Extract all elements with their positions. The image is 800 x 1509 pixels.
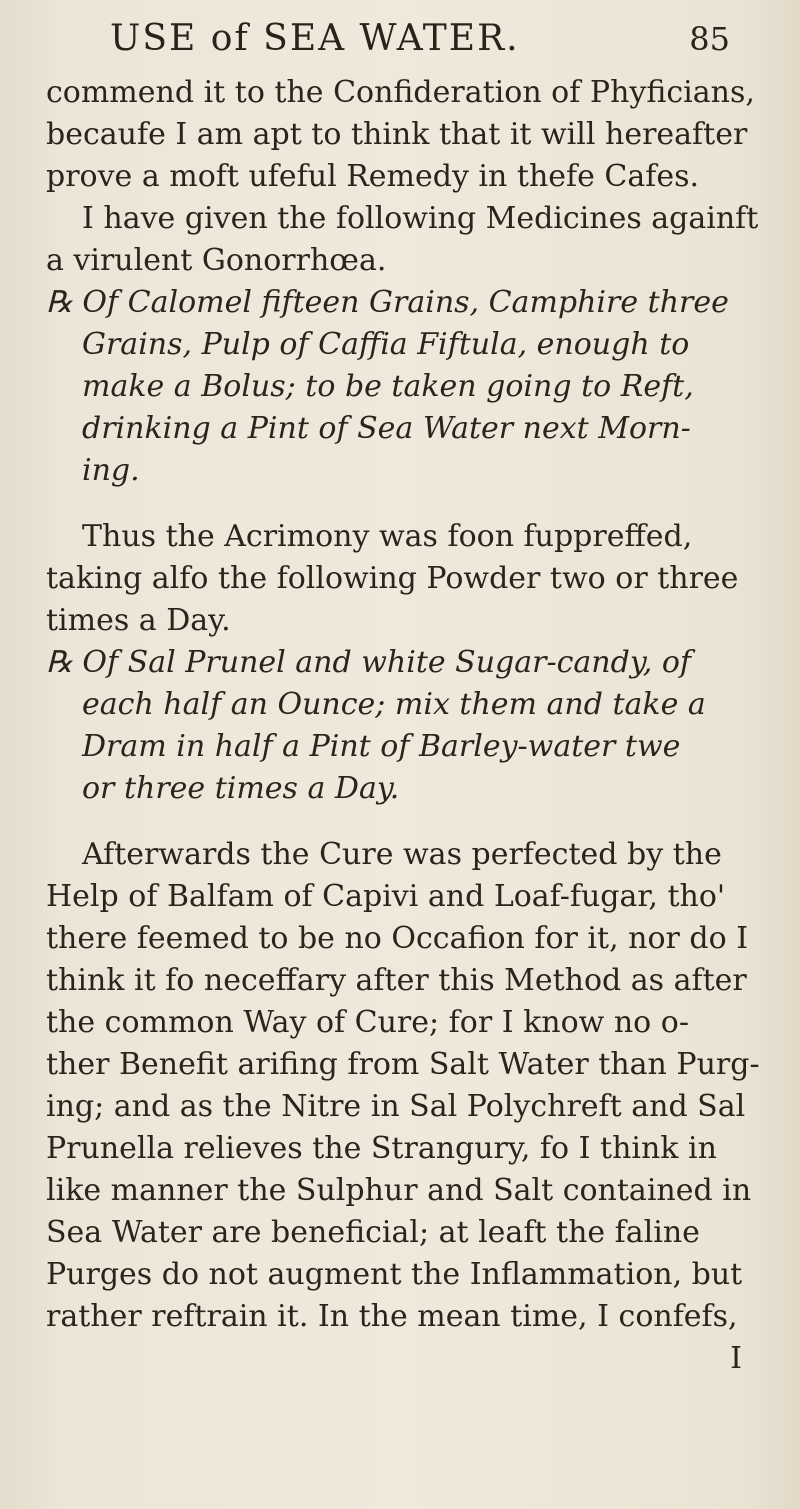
page-body — [46, 72, 766, 1380]
text-line: like manner the Sulphur and Salt contained in — [46, 1173, 752, 1208]
recipe-line: Dram in half a Pint of Barley-water twe — [82, 729, 681, 764]
recipe-line: ing. — [82, 453, 140, 488]
recipe-line: drinking a Pint of Sea Water next Morn- — [82, 411, 691, 446]
recipe-line: each half an Ounce; mix them and take a — [82, 687, 706, 722]
text-line: Help of Balfam of Capivi and Loaf-fugar, tho' — [46, 879, 726, 914]
text-line: Thus the Acrimony was foon fuppreffed, — [82, 519, 693, 554]
text-line: commend it to the Confideration of Phyficians, — [46, 75, 755, 110]
recipe-line: make a Bolus; to be taken going to Reft, — [82, 369, 694, 404]
text-line: Purges do not augment the Inflammation, but — [46, 1257, 743, 1292]
recipe-line: ℞ Of Sal Prunel and white Sugar-candy, of — [46, 645, 692, 680]
page-number: 85 — [689, 20, 730, 58]
text-line: rather reftrain it. In the mean time, I confefs, — [46, 1299, 738, 1334]
page-header — [110, 18, 730, 68]
text-line: Afterwards the Cure was perfected by the — [82, 837, 722, 872]
recipe-line: ℞ Of Calomel fifteen Grains, Camphire three — [46, 285, 729, 320]
catchword: I — [730, 1341, 742, 1376]
text-line: Sea Water are beneficial; at leaft the faline — [46, 1215, 700, 1250]
text-line: I have given the following Medicines againft — [82, 201, 759, 236]
running-head: USE of SEA WATER. — [110, 18, 520, 59]
text-line: think it fo neceffary after this Method as after — [46, 963, 747, 998]
text-line: ing; and as the Nitre in Sal Polychreft and Sal — [46, 1089, 746, 1124]
text-line: the common Way of Cure; for I know no o- — [46, 1005, 689, 1040]
text-line: ther Benefit arifing from Salt Water than Purg- — [46, 1047, 760, 1082]
text-line: there feemed to be no Occafion for it, nor do I — [46, 921, 749, 956]
text-line: a virulent Gonorrhœa. — [46, 243, 387, 278]
recipe-line: or three times a Day. — [82, 771, 400, 806]
text-line: Prunella relieves the Strangury, fo I think in — [46, 1131, 717, 1166]
text-line: becaufe I am apt to think that it will hereafter — [46, 117, 748, 152]
text-line: prove a moft ufeful Remedy in thefe Cafes. — [46, 159, 700, 194]
text-line: taking alfo the following Powder two or three — [46, 561, 739, 596]
recipe-line: Grains, Pulp of Caffia Fiftula, enough to — [82, 327, 690, 362]
text-line: times a Day. — [46, 603, 231, 638]
